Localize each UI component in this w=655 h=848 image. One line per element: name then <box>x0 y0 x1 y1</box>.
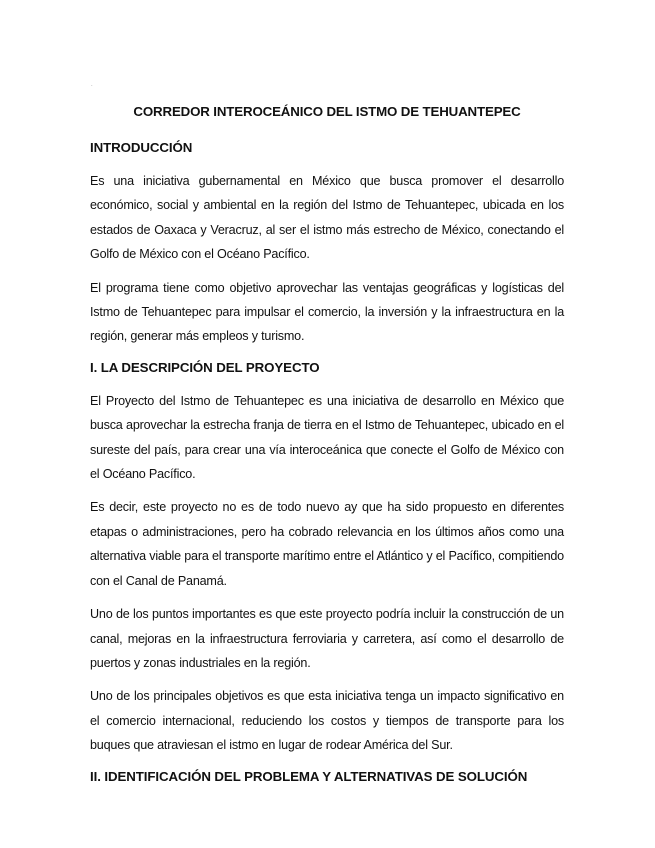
paragraph: El Proyecto del Istmo de Tehuantepec es una iniciativa de desarrollo en México que busca aprovechar la estrecha franja de tierra en el Istmo de Tehuantepec, ubicado en el sureste del país, para crear una vía interoceánica que conecte el Golfo de México con el Océano Pacífico. <box>90 393 564 482</box>
paragraph: El programa tiene como objetivo aprovechar las ventajas geográficas y logísticas del Istmo de Tehuantepec para impulsar el comercio, la inversión y la infraestructura en la región, generar más empleos y turismo. <box>90 280 564 344</box>
document-title: CORREDOR INTEROCEÁNICO DEL ISTMO DE TEHUANTEPEC <box>133 104 521 119</box>
heading-identificacion-problema: II. IDENTIFICACIÓN DEL PROBLEMA Y ALTERNATIVAS DE SOLUCIÓN <box>90 768 528 784</box>
paragraph: Uno de los puntos importantes es que este proyecto podría incluir la construcción de un canal, mejoras en la infraestructura ferroviaria y carretera, así como el desarrollo de puertos y zonas industriales en la región. <box>90 607 564 670</box>
heading-introduccion: INTRODUCCIÓN <box>90 140 193 155</box>
paragraph: Es decir, este proyecto no es de todo nuevo ay que ha sido propuesto en diferentes etapas o administraciones, pero ha cobrado relevancia en los últimos años como una alternativa viable para el transporte marítimo entre el Atlántico y el Pacífico, compitiendo con el Canal de Panamá. <box>90 500 564 588</box>
paragraph: Es una iniciativa gubernamental en México que busca promover el desarrollo económico, social y ambiental en la región del Istmo de Tehuantepec, ubicada en los estados de Oaxaca y Veracruz, al ser el istmo más estrecho de México, conectando el Golfo de México con el Océano Pacífico. <box>90 174 564 262</box>
paragraph: Uno de los principales objetivos es que esta iniciativa tenga un impacto significativo en el comercio internacional, reduciendo los costos y tiempos de transporte para los buques que atraviesan el istmo en lugar de rodear América del Sur. <box>90 689 564 753</box>
stray-mark: . <box>91 82 93 88</box>
document-body <box>90 102 564 787</box>
heading-descripcion-proyecto: I. LA DESCRIPCIÓN DEL PROYECTO <box>90 359 320 375</box>
